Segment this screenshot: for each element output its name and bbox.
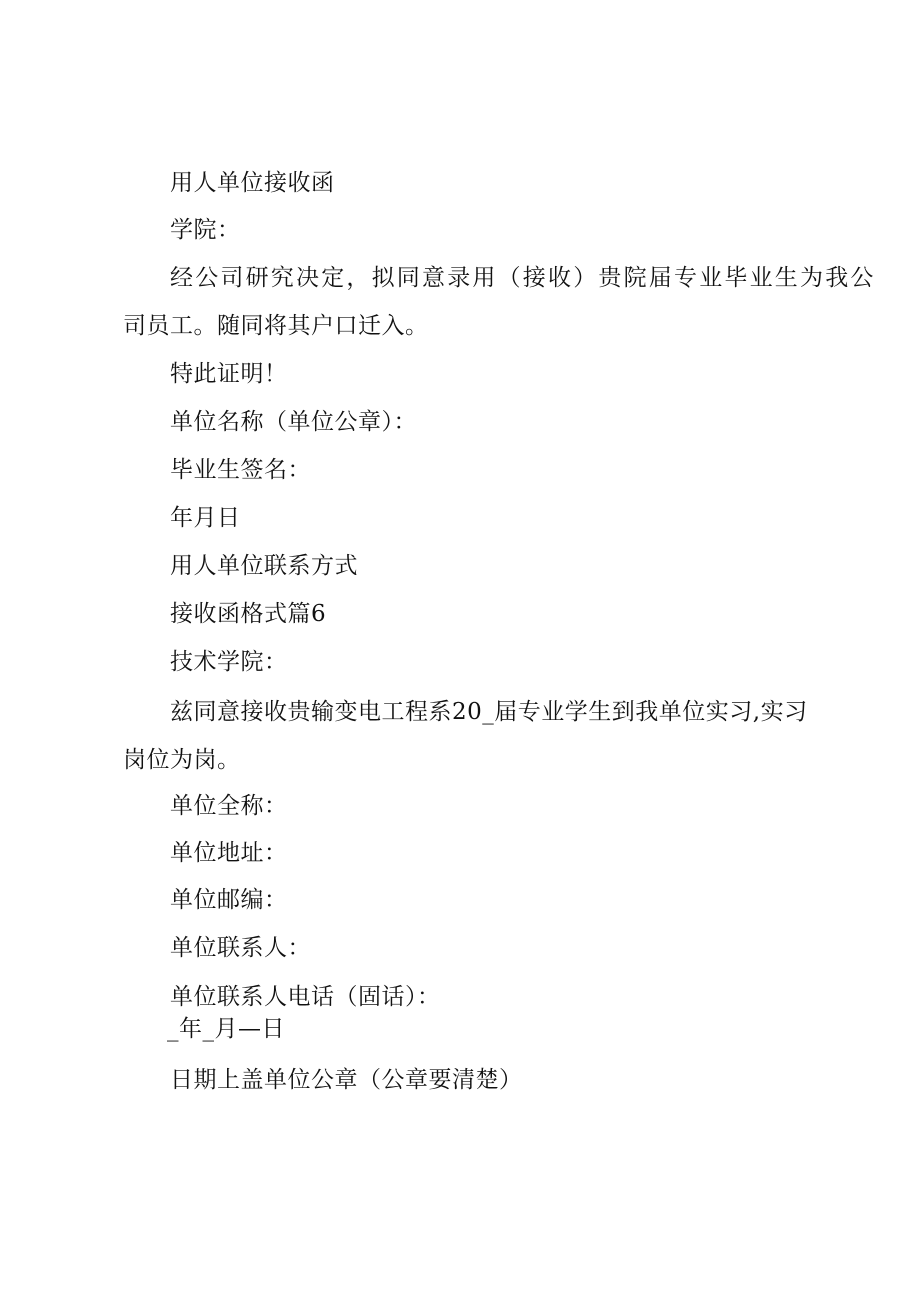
date-field-2: _年_月—日 [167, 1016, 285, 1042]
body-paragraph-line-2: 司员工。随同将其户口迁入。 [123, 313, 429, 339]
unit-postcode-field: 单位邮编： [170, 887, 288, 913]
graduate-signature-field: 毕业生签名： [170, 457, 311, 483]
unit-full-name-field: 单位全称： [170, 793, 288, 819]
hereby-certify: 特此证明！ [170, 361, 288, 387]
unit-contact-field: 单位联系人： [170, 935, 311, 961]
unit-name-field: 单位名称（单位公章）： [170, 409, 417, 435]
body2-paragraph-line-1: 兹同意接收贵输变电工程系20_届专业学生到我单位实习,实习 [170, 699, 808, 725]
body2-paragraph-line-2: 岗位为岗。 [123, 747, 241, 773]
unit-contact-phone-field: 单位联系人电话（固话）： [170, 984, 441, 1010]
contact-heading: 用人单位联系方式 [170, 553, 358, 579]
letter-title: 用人单位接收函 [170, 170, 335, 196]
section-heading: 接收函格式篇6 [170, 601, 327, 627]
date-field: 年月日 [170, 505, 241, 531]
body-paragraph-line-1: 经公司研究决定，拟同意录用（接收）贵院届专业毕业生为我公 [170, 265, 876, 291]
unit-address-field: 单位地址： [170, 840, 288, 866]
addressee: 学院： [170, 217, 241, 243]
addressee-2: 技术学院： [170, 649, 288, 675]
stamp-note: 日期上盖单位公章（公章要清楚） [170, 1067, 523, 1093]
